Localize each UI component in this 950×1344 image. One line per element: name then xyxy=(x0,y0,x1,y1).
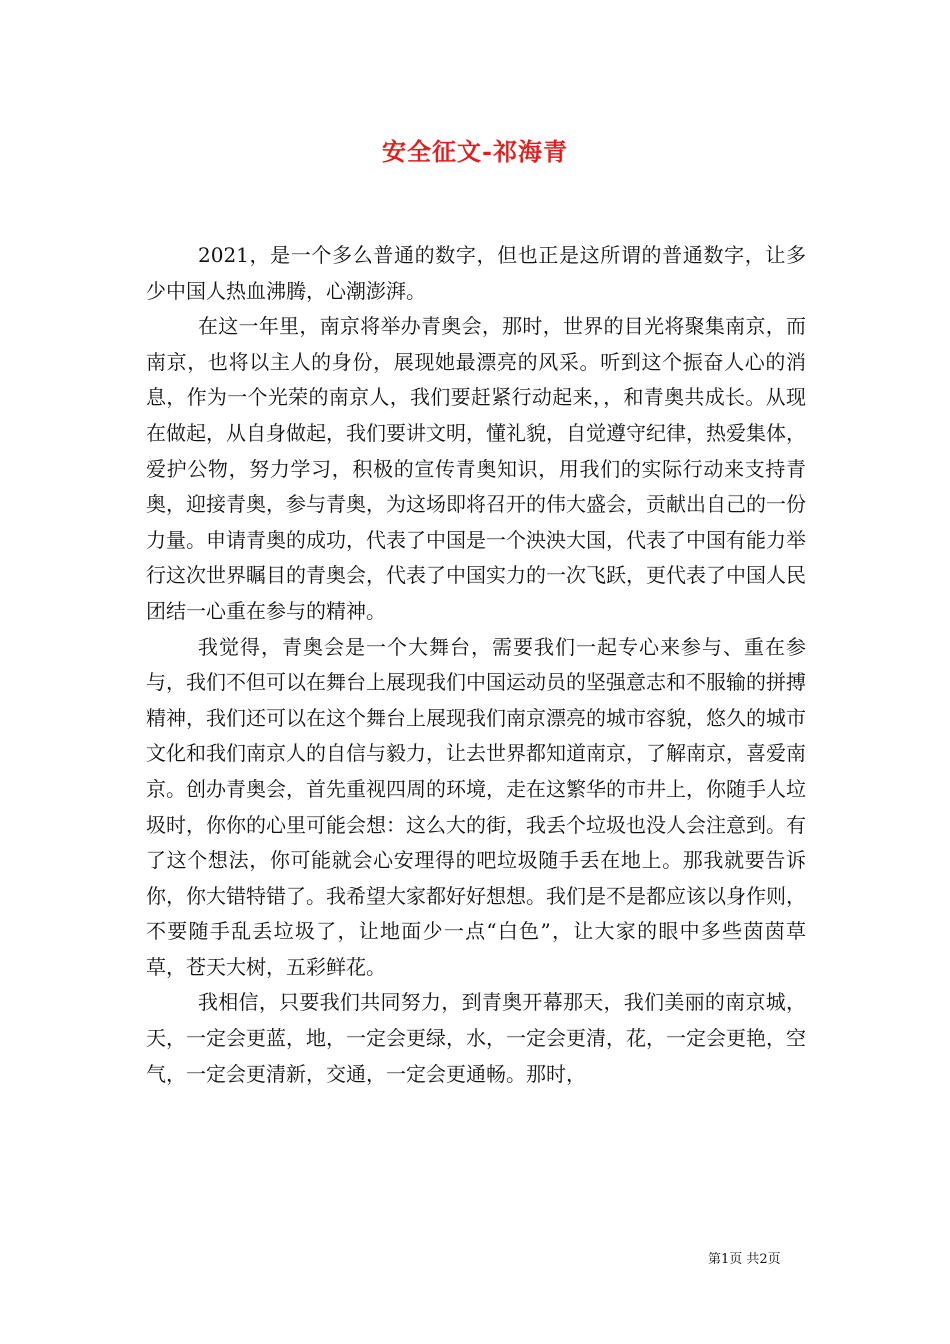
paragraph-3: 我觉得，青奥会是一个大舞台，需要我们一起专心来参与、重在参与，我们不但可以在舞台上展现我们中国运动员的坚强意志和不服输的拼搏精神，我们还可以在这个舞台上展现我们南京漂亮的城市容貌，悠久的城市文化和我们南京人的自信与毅力，让去世界都知道南京，了解南京，喜爱南京。创办青奥会，首先重视四周的环境，走在这繁华的市井上，你随手人垃圾时，你你的心里可能会想：这么大的街，我丢个垃圾也没人会注意到。有了这个想法，你可能就会心安理得的吧垃圾随手丢在地上。那我就要告诉你，你大错特错了。我希望大家都好好想想。我们是不是都应该以身作则，不要随手乱丢垃圾了，让地面少一点“白色”，让大家的眼中多些茵茵草草，苍天大树，五彩鲜花。 xyxy=(146,634,806,979)
page-number-footer: 第1页 共2页 xyxy=(708,1252,781,1267)
paragraph-1: 2021，是一个多么普通的数字，但也正是这所谓的普通数字，让多少中国人热血沸腾，心潮澎湃。 xyxy=(146,243,806,303)
paragraph-4: 我相信，只要我们共同努力，到青奥开幕那天，我们美丽的南京城，天，一定会更蓝，地，一定会更绿，水，一定会更清，花，一定会更艳，空气，一定会更清新，交通，一定会更通畅。那时， xyxy=(146,990,806,1086)
document-body xyxy=(146,238,806,1092)
paragraph-2: 在这一年里，南京将举办青奥会，那时，世界的目光将聚集南京，而南京，也将以主人的身份，展现她最漂亮的风采。听到这个振奋人心的消息，作为一个光荣的南京人，我们要赶紧行动起来，，和青奥共成长。从现在做起，从自身做起，我们要讲文明，懂礼貌，自觉遵守纪律，热爱集体，爱护公物，努力学习，积极的宣传青奥知识，用我们的实际行动来支持青奥，迎接青奥，参与青奥，为这场即将召开的伟大盛会，贡献出自己的一份力量。申请青奥的成功，代表了中国是一个泱泱大国，代表了中国有能力举行这次世界瞩目的青奥会，代表了中国实力的一次飞跃，更代表了中国人民团结一心重在参与的精神。 xyxy=(146,314,806,623)
document-title: 安全征文-祁海青 xyxy=(382,137,568,166)
